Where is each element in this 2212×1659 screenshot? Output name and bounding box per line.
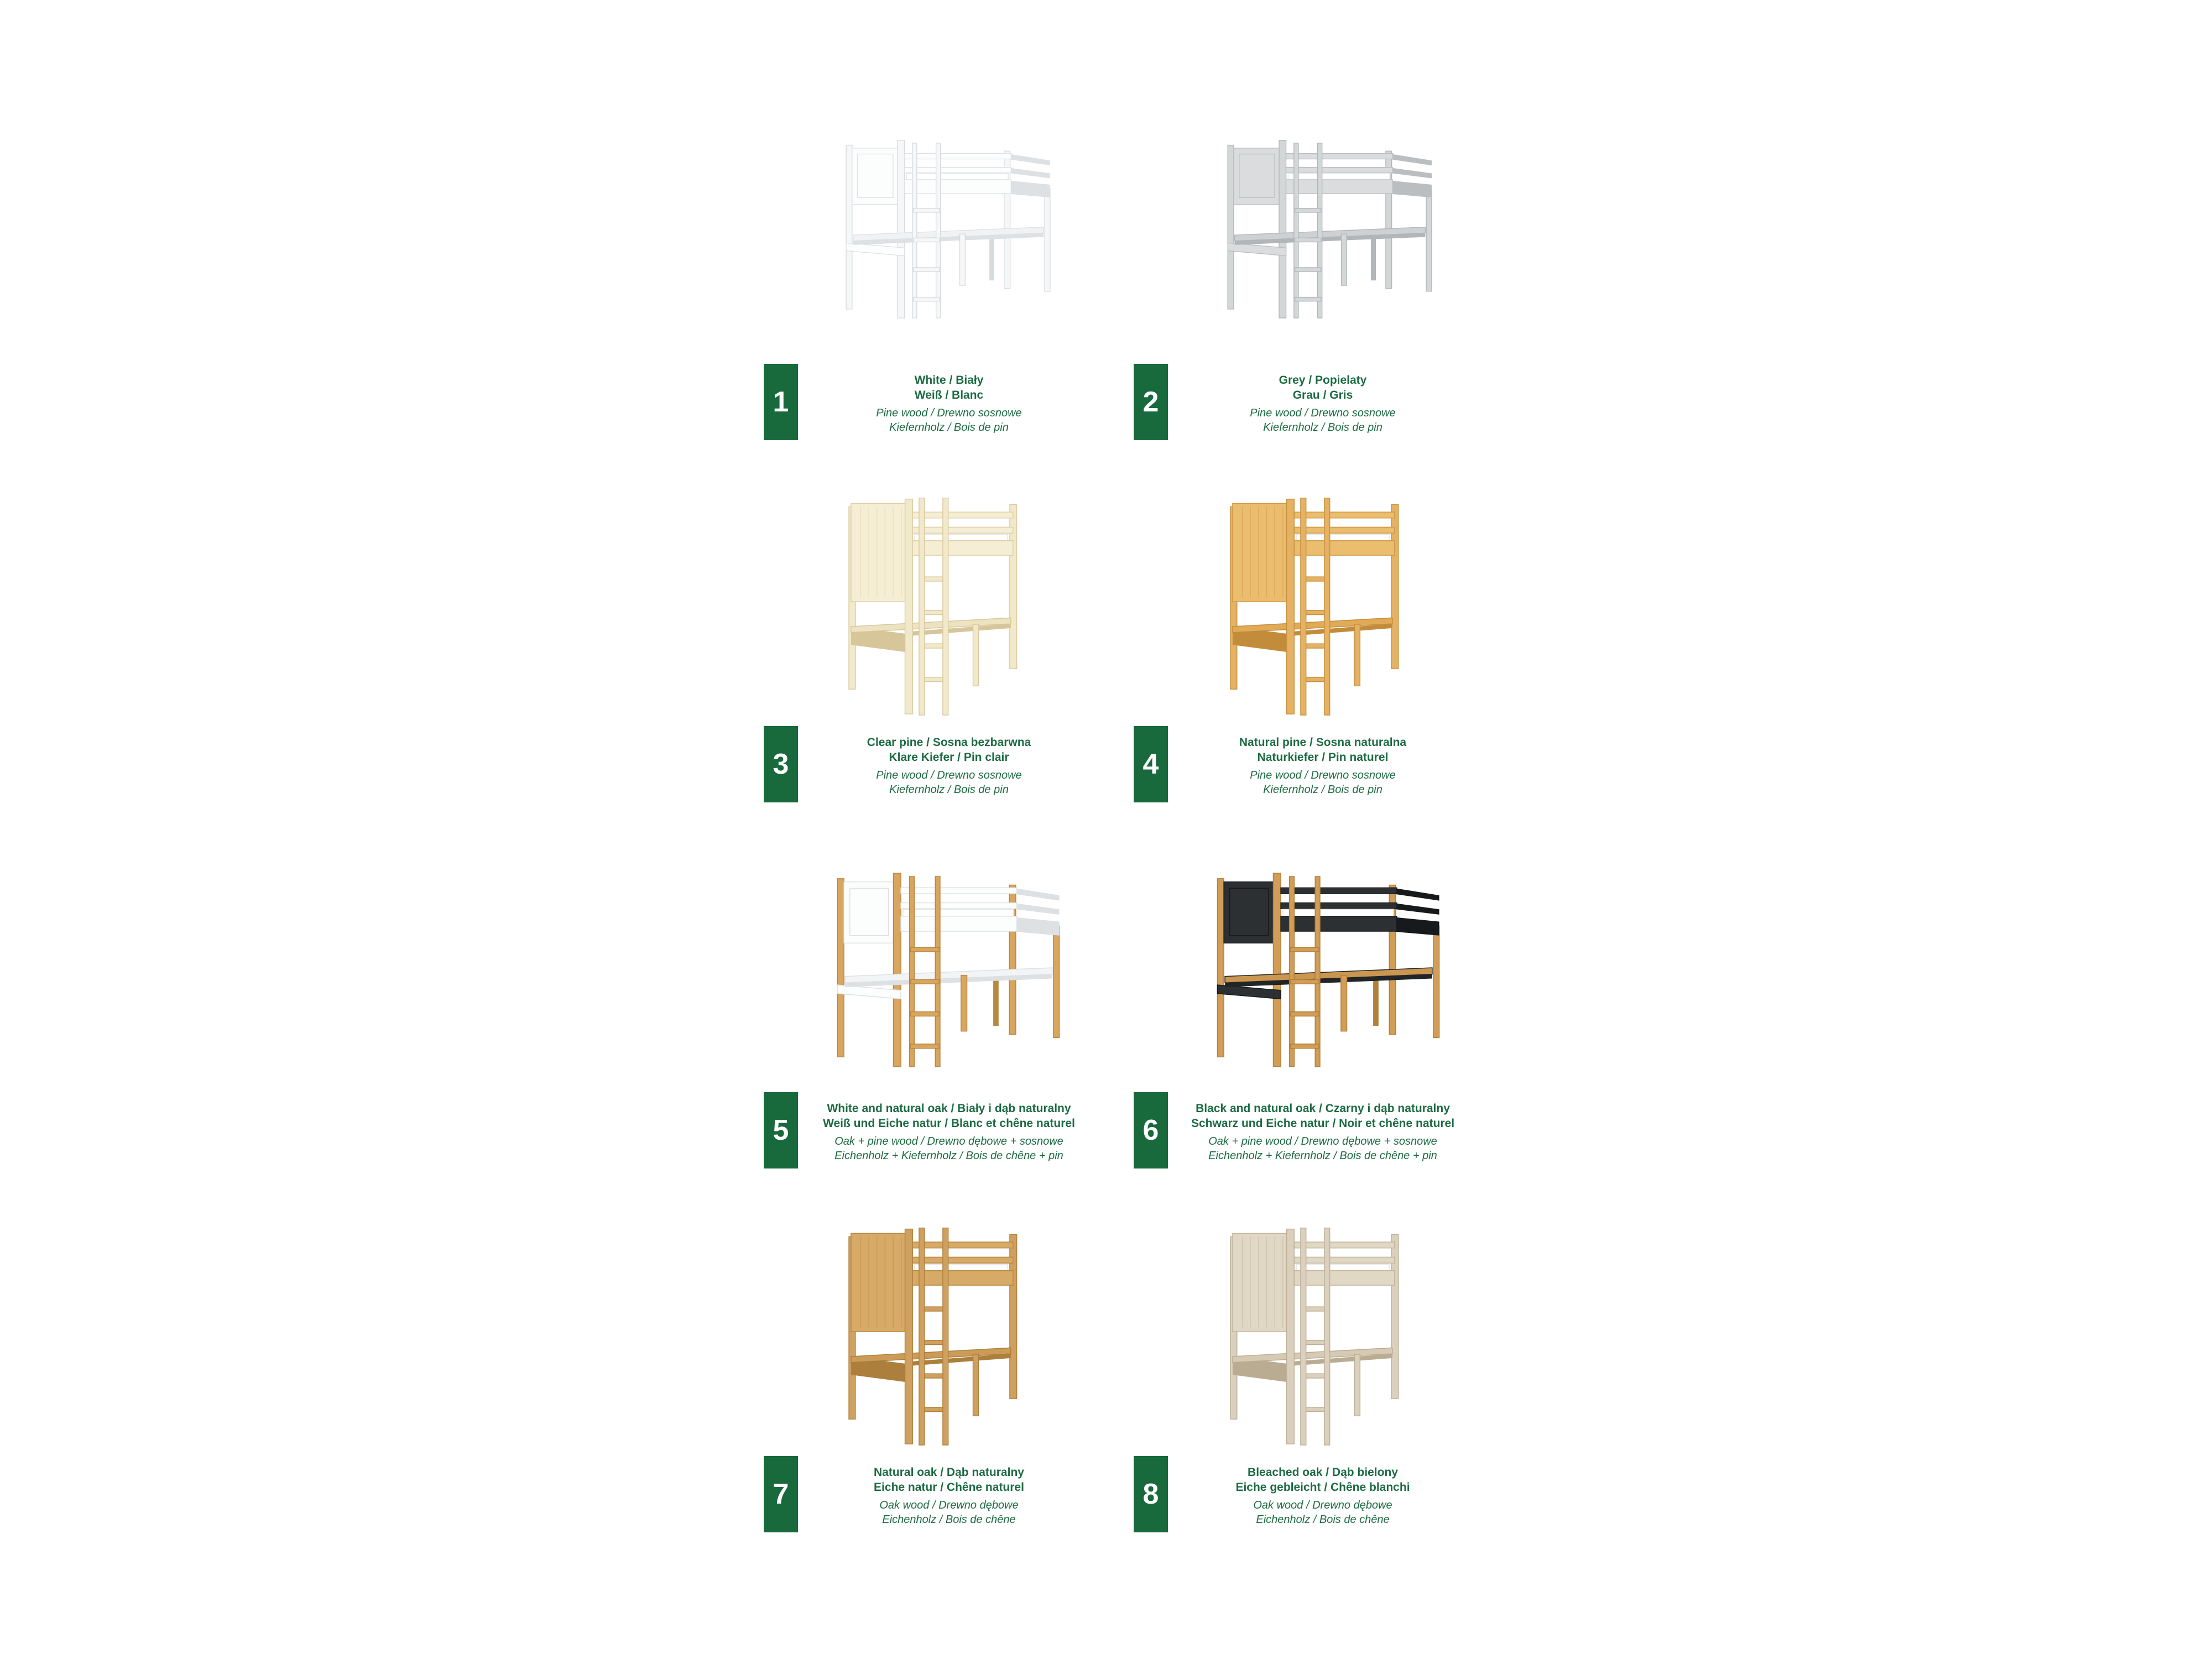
- loft-bed-svg: [844, 489, 1036, 716]
- variant-name-line-1: White / Biały: [914, 374, 984, 387]
- loft-bed-svg: [1219, 124, 1441, 332]
- variant-name-line-2: Grau / Gris: [1292, 389, 1353, 401]
- variant-caption: [1168, 1092, 1478, 1163]
- variant-material-line-1: Pine wood / Drewno sosnowe: [876, 407, 1022, 419]
- variant-name-line-1: Natural oak / Dąb naturalny: [874, 1466, 1024, 1479]
- variant-name-line-2: Weiß und Eiche natur / Blanc et chêne naturel: [823, 1117, 1075, 1130]
- variant-number-badge: 2: [1134, 364, 1168, 440]
- variant-name-line-1: Black and natural oak / Czarny i dąb naturalny: [1196, 1102, 1450, 1115]
- variant-caption: [1168, 364, 1478, 435]
- loft-bed-illustration-black-oak: [1208, 856, 1449, 1082]
- variant-name-line-2: Klare Kiefer / Pin clair: [889, 751, 1009, 764]
- variant-material-line-1: Pine wood / Drewno sosnowe: [1250, 407, 1396, 419]
- variant-name-line-1: Bleached oak / Dąb bielony: [1248, 1466, 1398, 1479]
- variant-name-line-1: White and natural oak / Biały i dąb naturalny: [827, 1102, 1071, 1115]
- variant-material-line-2: Eichenholz + Kiefernholz / Bois de chêne + pin: [1208, 1150, 1437, 1162]
- variant-name-line-2: Naturkiefer / Pin naturel: [1257, 751, 1389, 764]
- loft-bed-svg: [837, 124, 1060, 332]
- variant-caption: [794, 364, 1104, 435]
- variant-number-badge: 3: [764, 726, 798, 802]
- variant-number-badge: 8: [1134, 1456, 1168, 1532]
- loft-bed-illustration-white: [837, 124, 1060, 332]
- variant-material-line-2: Eichenholz / Bois de chêne: [882, 1514, 1016, 1526]
- loft-bed-illustration-bleached-oak: [1226, 1219, 1418, 1446]
- loft-bed-illustration-natural-oak: [844, 1219, 1036, 1446]
- variant-name-line-2: Weiß / Blanc: [914, 389, 984, 401]
- variant-number-badge: 1: [764, 364, 798, 440]
- variant-name-line-2: Schwarz und Eiche natur / Noir et chêne naturel: [1191, 1117, 1455, 1130]
- variant-number-badge: 6: [1134, 1092, 1168, 1168]
- loft-bed-svg: [828, 856, 1070, 1082]
- variant-material-line-2: Eichenholz / Bois de chêne: [1256, 1514, 1390, 1526]
- variant-material-line-1: Oak wood / Drewno dębowe: [879, 1499, 1019, 1511]
- loft-bed-illustration-white-oak: [828, 856, 1070, 1082]
- variant-caption: [794, 1456, 1104, 1527]
- loft-bed-svg: [1208, 856, 1449, 1082]
- variant-material-line-1: Oak + pine wood / Drewno dębowe + sosnowe: [834, 1135, 1063, 1147]
- variant-name-line-1: Natural pine / Sosna naturalna: [1239, 736, 1407, 749]
- variant-number-badge: 5: [764, 1092, 798, 1168]
- variant-caption: [794, 726, 1104, 797]
- variant-material-line-2: Kiefernholz / Bois de pin: [889, 421, 1009, 434]
- variant-name-line-2: Eiche natur / Chêne naturel: [874, 1481, 1024, 1494]
- loft-bed-svg: [1226, 489, 1418, 716]
- variant-material-line-1: Oak wood / Drewno dębowe: [1253, 1499, 1392, 1511]
- loft-bed-svg: [1226, 1219, 1418, 1446]
- variant-material-line-1: Pine wood / Drewno sosnowe: [1250, 769, 1396, 781]
- variant-material-line-2: Kiefernholz / Bois de pin: [1263, 421, 1383, 434]
- variant-caption: [794, 1092, 1104, 1163]
- loft-bed-illustration-grey: [1219, 124, 1441, 332]
- variant-name-line-2: Eiche gebleicht / Chêne blanchi: [1235, 1481, 1410, 1494]
- variant-caption: [1168, 1456, 1478, 1527]
- loft-bed-illustration-clear-pine: [844, 489, 1036, 716]
- variant-number-badge: 4: [1134, 726, 1168, 802]
- variant-material-line-1: Pine wood / Drewno sosnowe: [876, 769, 1022, 781]
- loft-bed-svg: [844, 1219, 1036, 1446]
- variant-material-line-2: Kiefernholz / Bois de pin: [889, 784, 1009, 796]
- loft-bed-illustration-natural-pine: [1226, 489, 1418, 716]
- variant-name-line-1: Clear pine / Sosna bezbarwna: [867, 736, 1031, 749]
- variant-material-line-1: Oak + pine wood / Drewno dębowe + sosnowe: [1208, 1135, 1437, 1147]
- variant-caption: [1168, 726, 1478, 797]
- variant-name-line-1: Grey / Popielaty: [1279, 374, 1367, 387]
- variant-material-line-2: Kiefernholz / Bois de pin: [1263, 784, 1383, 796]
- variant-material-line-2: Eichenholz + Kiefernholz / Bois de chêne + pin: [834, 1150, 1063, 1162]
- variant-number-badge: 7: [764, 1456, 798, 1532]
